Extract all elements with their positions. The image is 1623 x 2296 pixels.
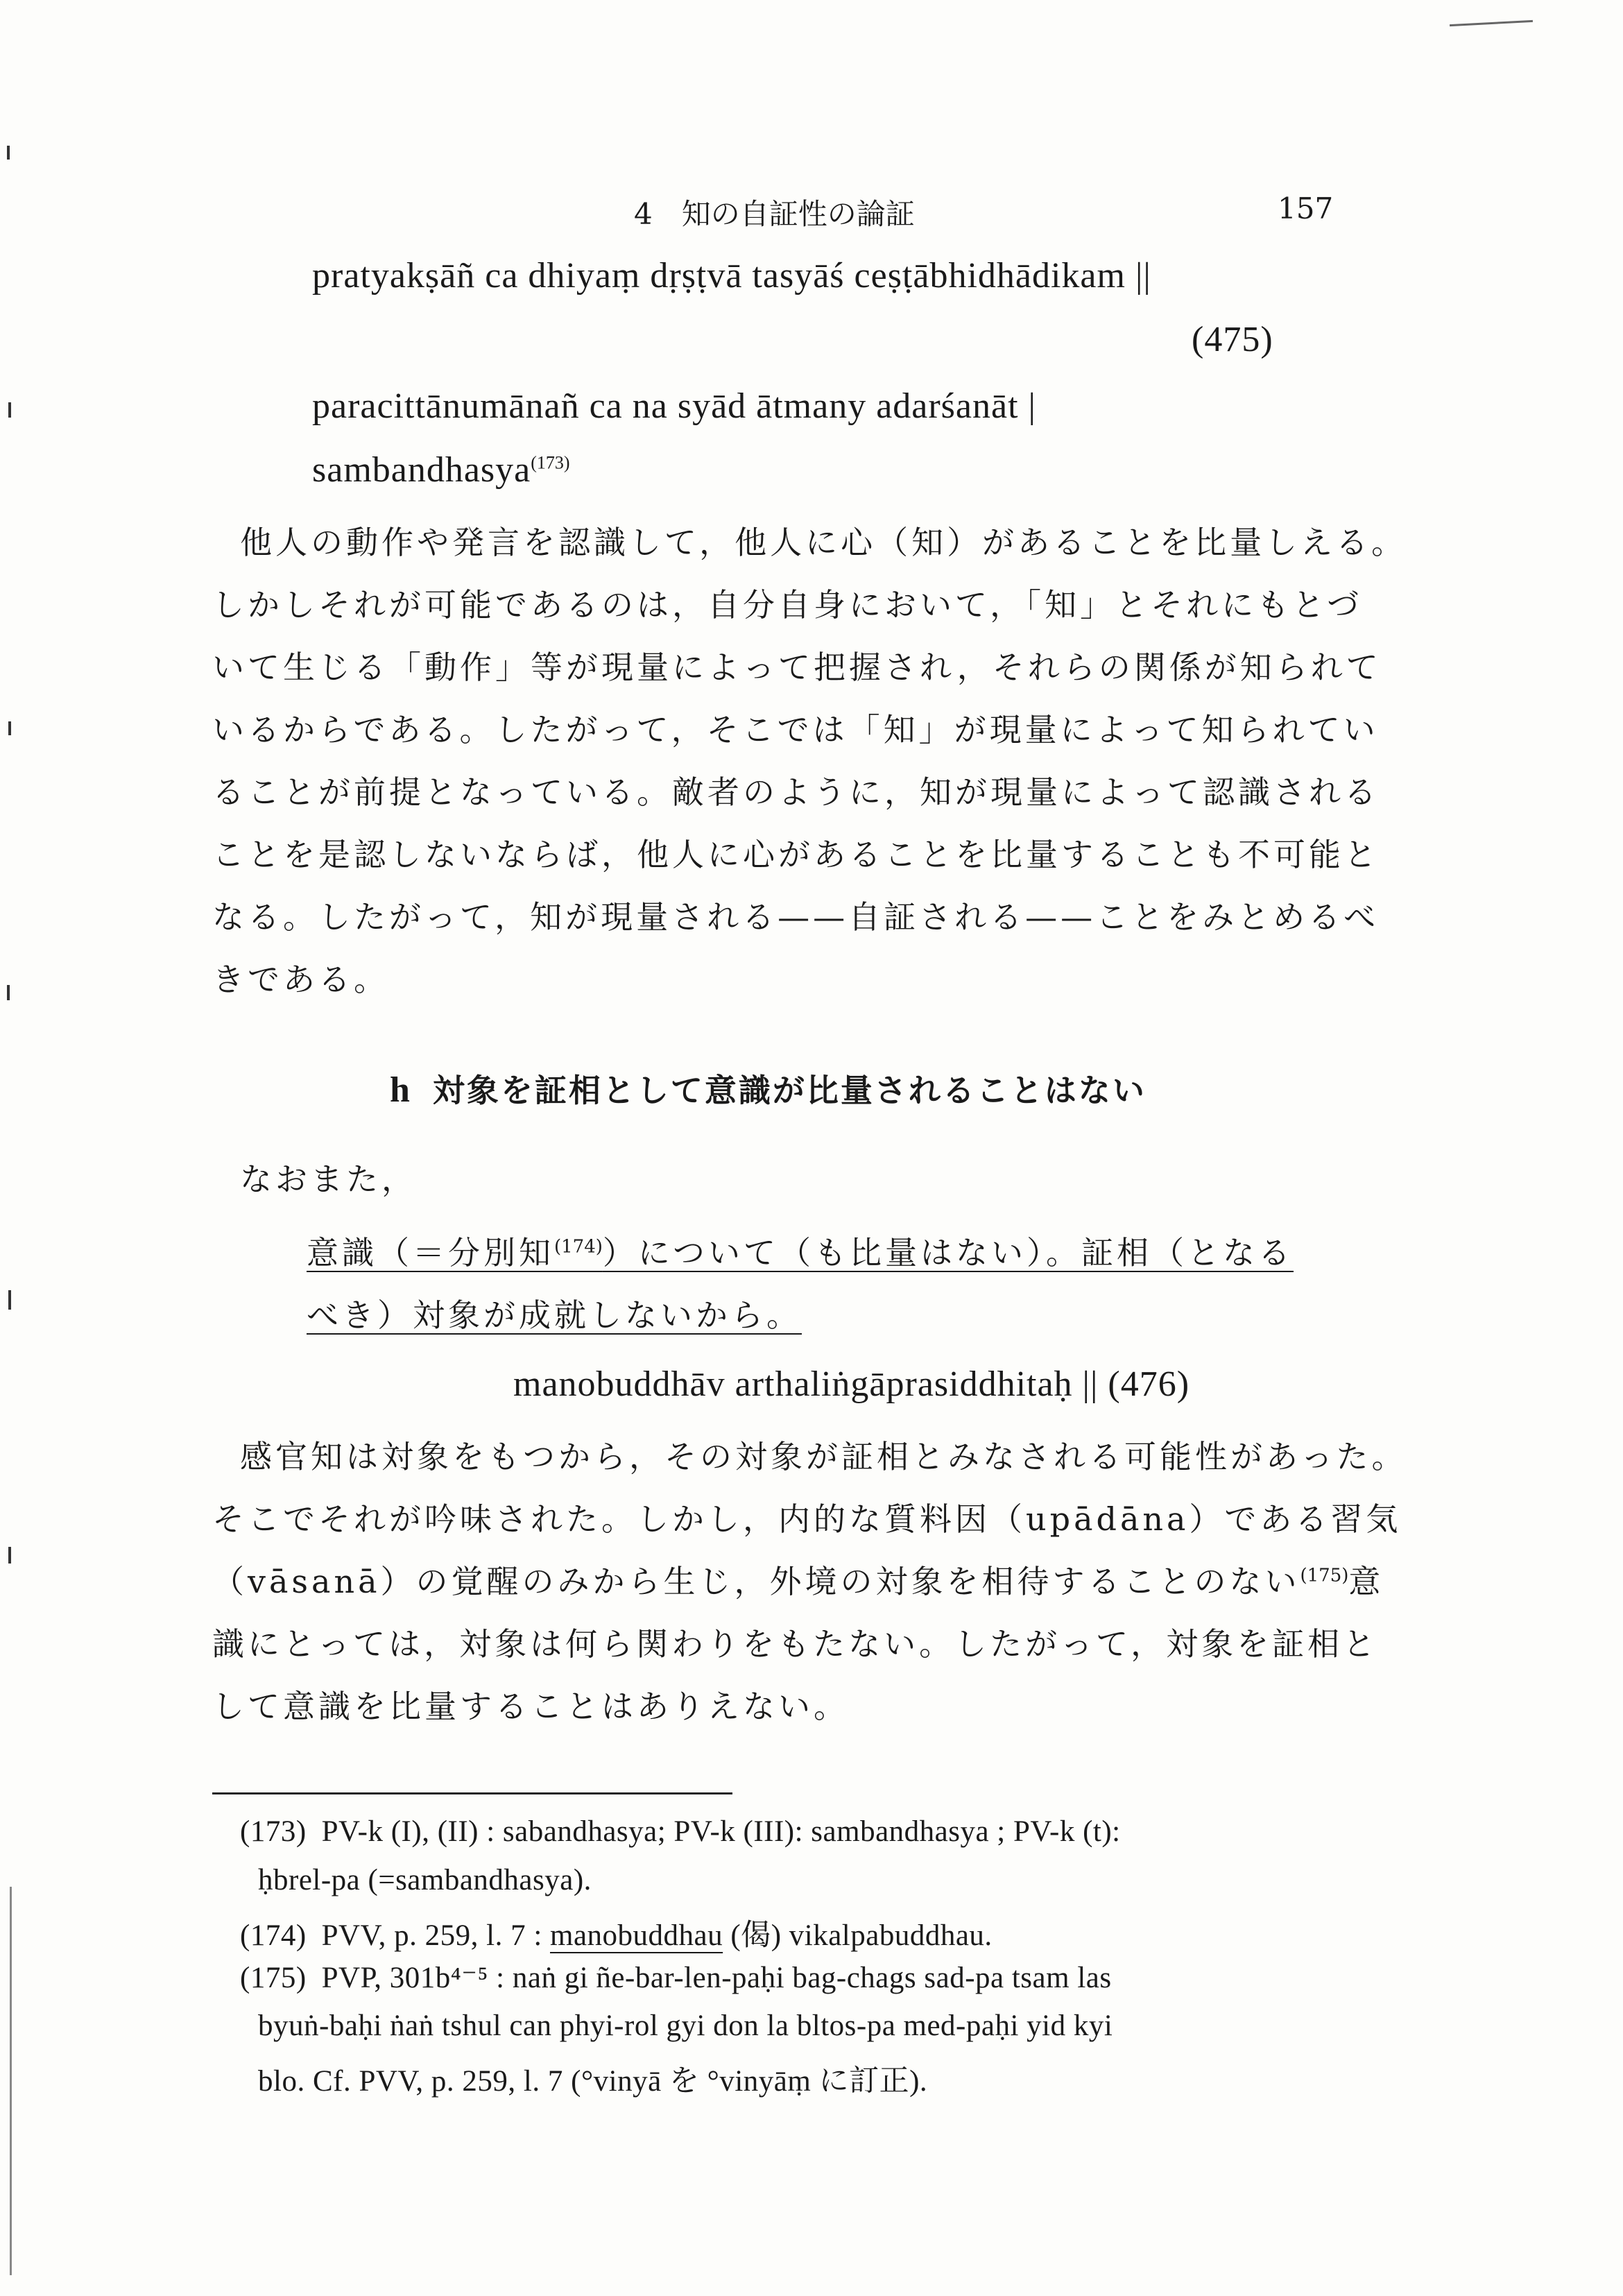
paragraph-line: きである。 — [212, 961, 389, 998]
verse-text: sambandhasya — [312, 450, 531, 490]
scan-mark — [8, 721, 11, 735]
footnote-divider — [212, 1792, 732, 1794]
paragraph-line: いて生じる「動作」等が現量によって把握され，それらの関係が知られて — [212, 649, 1382, 686]
scan-mark — [8, 1290, 11, 1310]
section-heading — [390, 1065, 1147, 1111]
note-ref: (174) — [554, 1236, 603, 1258]
note-ref: (175) — [1300, 1565, 1349, 1586]
translation-line — [307, 1228, 1294, 1274]
footnote-number: (174) — [240, 1919, 307, 1952]
footnote-text: PV-k (I), (II) : sabandhasya; PV-k (III): sambandhasya ; PV-k (t): — [321, 1815, 1121, 1848]
paragraph-text: （vāsanā）の覚醒のみから生じ，外境の対象を相待することのない — [212, 1563, 1300, 1600]
translation-line: べき）対象が成就しないから。 — [307, 1296, 802, 1334]
scan-mark — [10, 1887, 12, 2275]
paragraph-line: そこでそれが吟味された。しかし，内的な質料因（upādāna）である習気 — [212, 1500, 1402, 1538]
verse-line: paracittānumānañ ca na syād ātmany adarśanāt | — [312, 386, 1036, 426]
paragraph-line: 識にとっては，対象は何ら関わりをもたない。したがって，対象を証相と — [212, 1625, 1379, 1663]
section-title: 対象を証相として意識が比量されることはない — [432, 1072, 1147, 1109]
verse-line: pratyakṣāñ ca dhiyaṃ dṛṣṭvā tasyāś ceṣṭābhidhādikam || — [312, 256, 1151, 295]
paragraph-text: 意 — [1348, 1563, 1384, 1600]
footnote-number: (173) — [240, 1815, 307, 1848]
verse-number: (475) — [1192, 320, 1273, 359]
section-letter: h — [390, 1070, 412, 1110]
footnote-173-cont: ḥbrel-pa (=sambandhasya). — [258, 1864, 592, 1896]
paragraph-line: しかしそれが可能であるのは，自分自身において，「知」とそれにもとづ — [212, 586, 1363, 624]
footnote-173 — [240, 1815, 1121, 1849]
paragraph-line: して意識を比量することはありえない。 — [212, 1688, 849, 1725]
note-ref: (173) — [531, 452, 570, 473]
paragraph-line: なる。したがって，知が現量される——自証される——ことをみとめるべ — [212, 898, 1380, 936]
intro-text: なおまた， — [240, 1160, 417, 1198]
footnote-175 — [240, 1960, 1112, 1995]
scan-mark — [8, 1547, 11, 1563]
footnote-underlined: manobuddhau — [550, 1919, 723, 1952]
footnote-number: (175) — [240, 1962, 307, 1994]
footnote-174 — [240, 1912, 993, 1954]
verse-line: manobuddhāv arthaliṅgāprasiddhitaḥ || (476) — [513, 1364, 1190, 1404]
scan-mark — [7, 985, 10, 1000]
footnote-175-cont: byuṅ-baḥi ṅaṅ tshul can phyi-rol gyi don la bltos-pa med-paḥi yid kyi — [258, 2010, 1113, 2042]
translation-text: ）について（も比量はない）。証相（となる — [602, 1234, 1294, 1271]
footnote-text: PVV, p. 259, l. 7 : — [321, 1919, 551, 1952]
paragraph-line — [212, 1557, 1384, 1602]
paragraph-line: ることが前提となっている。敵者のように，知が現量によって認識される — [212, 773, 1380, 811]
translation-text: 意識（＝分別知 — [307, 1234, 554, 1271]
scan-mark — [1450, 20, 1533, 26]
paragraph-line: 他人の動作や発言を認識して，他人に心（知）があることを比量しえる。 — [240, 524, 1407, 561]
scan-mark — [7, 146, 10, 160]
footnote-text: (偈) vikalpabuddhau. — [723, 1919, 993, 1952]
verse-line — [312, 449, 570, 490]
scan-mark — [8, 402, 11, 418]
page-header — [0, 191, 1623, 233]
footnote-175-cont: blo. Cf. PVV, p. 259, l. 7 (°vinyā を °vinyāṃ に訂正). — [258, 2065, 928, 2098]
paragraph-line: 感官知は対象をもつから，その対象が証相とみなされる可能性があった。 — [240, 1438, 1407, 1475]
paragraph-line: いるからである。したがって，そこでは「知」が現量によって知られてい — [212, 711, 1379, 748]
footnote-text: PVP, 301b⁴⁻⁵ : naṅ gi ñe-bar-len-paḥi bag-chags sad-pa tsam las — [321, 1962, 1112, 1994]
running-head: 4 知の自証性の論証 — [634, 197, 915, 231]
paragraph-line: ことを是認しないならば，他人に心があることを比量することも不可能と — [212, 836, 1380, 873]
page-number: 157 — [1278, 191, 1334, 225]
